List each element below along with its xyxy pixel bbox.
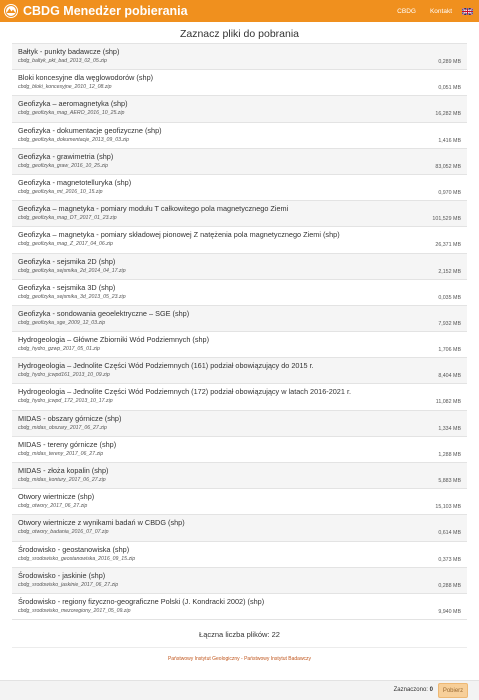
file-title: Otwory wiertnicze z wynikami badań w CBDG (shp) bbox=[18, 518, 185, 528]
file-name: cbdg_geofizyka_sge_2009_12_03.zip bbox=[18, 319, 106, 326]
file-size: 16,282 MB bbox=[435, 111, 461, 118]
cbdg-logo-icon[interactable] bbox=[0, 0, 22, 22]
file-size: 11,082 MB bbox=[435, 399, 461, 406]
file-title: Geofizyka - sejsmika 2D (shp) bbox=[18, 256, 116, 266]
file-row[interactable] bbox=[12, 568, 467, 594]
selected-count: 0 bbox=[429, 687, 433, 693]
file-row[interactable] bbox=[12, 437, 467, 463]
file-row[interactable] bbox=[12, 384, 467, 410]
file-title: Środowisko - jaskinie (shp) bbox=[18, 570, 106, 580]
file-name: cbdg_srodowisko_jaskinie_2017_06_27.zip bbox=[18, 581, 119, 588]
file-title: Geofizyka - grawimetria (shp) bbox=[18, 151, 114, 161]
file-title: Geofizyka – aeromagnetyka (shp) bbox=[18, 99, 128, 109]
file-name: cbdg_otwory_badania_2016_07_07.zip bbox=[18, 529, 109, 536]
file-title: Bałtyk - punkty badawcze (shp) bbox=[18, 47, 120, 56]
file-size: 2,152 MB bbox=[438, 268, 461, 275]
file-title: Geofizyka - magnetotelluryka (shp) bbox=[18, 177, 132, 187]
file-name: cbdg_srodowisko_geostanowiska_2016_09_15.zip bbox=[18, 555, 136, 562]
file-name: cbdg_midas_tereny_2017_06_27.zip bbox=[18, 450, 104, 457]
file-name: cbdg_geofizyka_mag_DT_2017_01_23.zip bbox=[18, 215, 117, 222]
file-title: MIDAS - złoża kopalin (shp) bbox=[18, 466, 109, 475]
file-size: 7,932 MB bbox=[438, 320, 461, 327]
download-button[interactable]: Pobierz bbox=[438, 683, 468, 698]
file-name: cbdg_geofizyka_mag_Z_2017_04_06.zip bbox=[18, 241, 113, 248]
file-title: Środowisko - regiony fizyczno-geograficzne Polski (J. Kondracki 2002) (shp) bbox=[18, 596, 265, 606]
file-size: 1,334 MB bbox=[438, 425, 461, 432]
top-navbar bbox=[0, 0, 479, 22]
uk-flag-icon[interactable] bbox=[462, 8, 473, 15]
file-row[interactable] bbox=[12, 515, 467, 541]
file-title: Hydrogeologia – Jednolite Części Wód Podziemnych (172) podział obowiązujący w latach 2016-2021 r. bbox=[18, 387, 352, 397]
file-size: 5,883 MB bbox=[438, 478, 461, 484]
file-name: cbdg_geofizyka_dokumentacje_2013_09_03.zip bbox=[18, 136, 130, 143]
file-size: 9,940 MB bbox=[438, 608, 461, 615]
total-files-count: Łączna liczba plików: 22 bbox=[199, 630, 280, 639]
file-name: cbdg_bloki_koncesyjne_2010_12_08.zip bbox=[18, 84, 112, 91]
file-row[interactable] bbox=[12, 70, 467, 96]
selected-label: Zaznaczono: bbox=[393, 687, 428, 693]
file-title: Geofizyka - sondowania geoelektryczne – SGE (shp) bbox=[18, 308, 190, 318]
file-name: cbdg_hydro_jcwpd_172_2013_10_17.zip bbox=[18, 398, 113, 405]
file-size: 1,416 MB bbox=[438, 137, 461, 144]
file-title: Geofizyka - sejsmika 3D (shp) bbox=[18, 282, 116, 292]
file-row[interactable] bbox=[12, 227, 467, 253]
file-row[interactable] bbox=[12, 594, 467, 620]
file-row[interactable] bbox=[12, 358, 467, 384]
file-title: MIDAS - tereny górnicze (shp) bbox=[18, 439, 117, 449]
file-row[interactable] bbox=[12, 542, 467, 568]
file-size: 83,052 MB bbox=[435, 163, 461, 170]
file-name: cbdg_midas_kontury_2017_06_27.zip bbox=[18, 477, 106, 483]
page-title: Zaznacz pliki do pobrania bbox=[179, 28, 300, 40]
file-row[interactable] bbox=[12, 175, 467, 201]
file-size: 1,706 MB bbox=[438, 347, 461, 354]
file-row[interactable] bbox=[12, 280, 467, 306]
file-size: 8,404 MB bbox=[438, 373, 461, 380]
file-title: Otwory wiertnicze (shp) bbox=[18, 492, 95, 502]
file-name: cbdg_baltyk_pkt_bad_2013_02_05.zip bbox=[18, 58, 107, 64]
bottom-action-bar bbox=[0, 680, 479, 700]
app-title[interactable]: CBDG Menedżer pobierania bbox=[23, 4, 188, 18]
file-size: 0,288 MB bbox=[438, 582, 461, 589]
file-title: Hydrogeologia – Główne Zbiorniki Wód Podziemnych (shp) bbox=[18, 335, 210, 345]
file-row[interactable] bbox=[12, 332, 467, 358]
file-row[interactable] bbox=[12, 96, 467, 122]
file-title: Środowisko - geostanowiska (shp) bbox=[18, 544, 130, 554]
nav-link-kontakt[interactable]: Kontakt bbox=[429, 7, 452, 15]
file-row[interactable] bbox=[12, 149, 467, 175]
file-size: 0,051 MB bbox=[438, 85, 461, 92]
file-name: cbdg_hydro_gzwp_2017_05_01.zip bbox=[18, 346, 100, 353]
file-name: cbdg_geofizyka_sejsmika_2d_2014_04_17.zip bbox=[18, 267, 126, 274]
file-row[interactable] bbox=[12, 489, 467, 515]
file-title: Geofizyka – magnetyka - pomiary składowej pionowej Z natężenia pola magnetycznego Ziemi (shp) bbox=[18, 230, 340, 240]
file-row[interactable] bbox=[12, 254, 467, 280]
file-row[interactable] bbox=[12, 201, 467, 227]
file-size: 26,371 MB bbox=[435, 242, 461, 249]
file-title: Bloki koncesyjne dla węglowodorów (shp) bbox=[18, 73, 154, 83]
file-title: Geofizyka - dokumentacje geofizyczne (shp) bbox=[18, 125, 162, 135]
file-row[interactable] bbox=[12, 306, 467, 332]
file-row[interactable] bbox=[12, 44, 467, 70]
selected-counter bbox=[394, 687, 433, 693]
file-size: 0,373 MB bbox=[438, 556, 461, 563]
file-size: 0,970 MB bbox=[438, 189, 461, 196]
file-size: 0,289 MB bbox=[438, 59, 461, 65]
file-size: 0,035 MB bbox=[438, 294, 461, 301]
nav-link-cbdg[interactable]: CBDG bbox=[397, 7, 416, 15]
file-name: cbdg_geofizyka_mt_2016_10_15.zip bbox=[18, 188, 103, 195]
file-list bbox=[12, 43, 467, 620]
file-size: 0,614 MB bbox=[438, 530, 461, 537]
file-row[interactable] bbox=[12, 123, 467, 149]
file-title: Hydrogeologia – Jednolite Części Wód Podziemnych (161) podział obowiązujący do 2015 r. bbox=[18, 361, 314, 371]
footer-divider bbox=[12, 647, 467, 648]
file-row[interactable] bbox=[12, 411, 467, 437]
file-row[interactable] bbox=[12, 463, 467, 489]
file-name: cbdg_geofizyka_graw_2016_10_25.zip bbox=[18, 162, 108, 169]
footer-institute-link[interactable]: Państwowy Instytut Geologiczny - Państwowy Instytut Badawczy bbox=[167, 656, 312, 662]
file-name: cbdg_geofizyka_mag_AERO_2016_10_25.zip bbox=[18, 110, 125, 117]
file-size: 15,103 MB bbox=[435, 504, 461, 511]
file-title: Geofizyka – magnetyka - pomiary modułu T całkowitego pola magnetycznego Ziemi bbox=[18, 204, 289, 214]
file-name: cbdg_hydro_jcwpd161_2013_10_09.zip bbox=[18, 372, 110, 379]
file-name: cbdg_srodowisko_mezoregiony_2017_05_09.zip bbox=[18, 607, 131, 614]
file-name: cbdg_geofizyka_sejsmika_3d_2013_05_23.zip bbox=[18, 293, 126, 300]
file-size: 101,529 MB bbox=[432, 216, 461, 223]
file-name: cbdg_otwory_2017_06_27.zip bbox=[18, 503, 88, 510]
file-name: cbdg_midas_obszary_2017_06_27.zip bbox=[18, 424, 107, 431]
file-size: 1,288 MB bbox=[438, 451, 461, 458]
file-title: MIDAS - obszary górnicze (shp) bbox=[18, 413, 122, 423]
nav-links bbox=[390, 0, 479, 22]
